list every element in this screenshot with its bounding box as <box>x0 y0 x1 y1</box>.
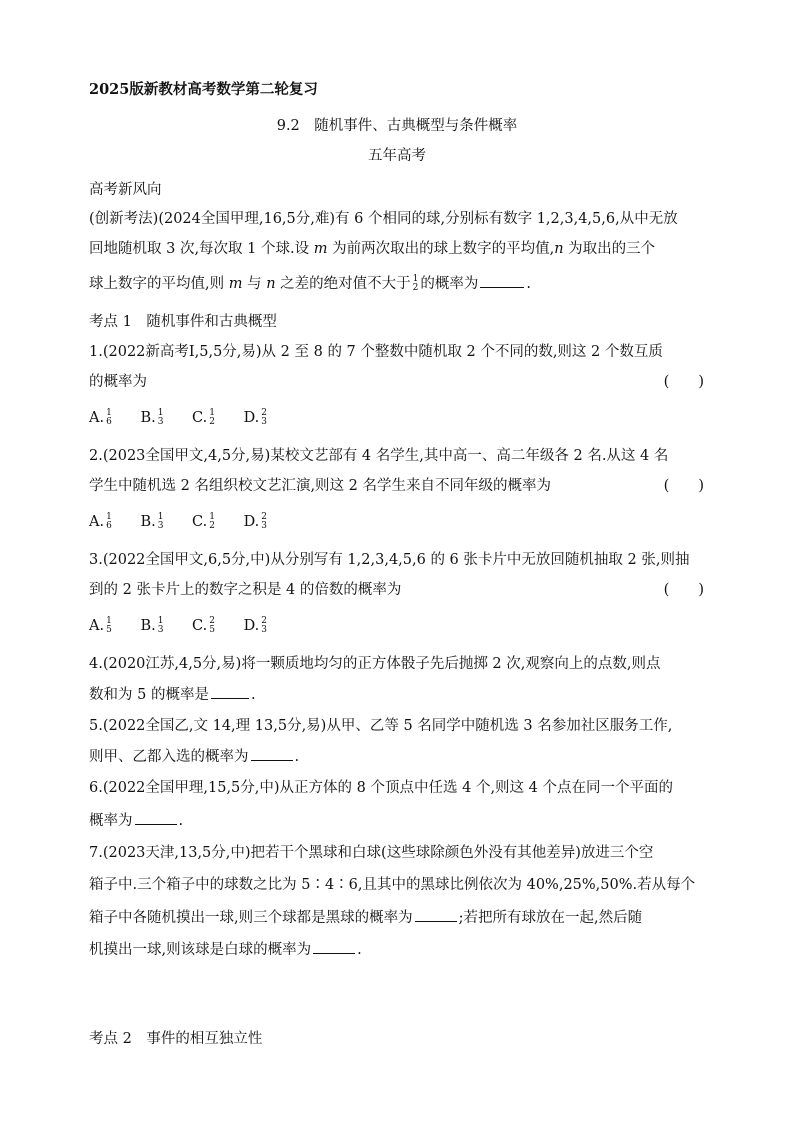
question-line: 3.(2022全国甲文,6,5分,中)从分别写有 1,2,3,4,5,6 的 6 张卡片中无放回随机抽取 2 张,则抽 <box>89 552 690 568</box>
fraction: 2 3 <box>261 408 268 427</box>
text-segment: 回地随机取 3 次,每次取 1 个球.设 <box>89 241 314 257</box>
book-title: 2025版新教材高考数学第二轮复习 <box>89 81 318 98</box>
options-row <box>89 408 704 428</box>
text-segment: 学生中随机选 2 名组织校文艺汇演,则这 2 名学生来自不同年级的概率为 <box>89 478 551 494</box>
options-row <box>89 512 704 532</box>
question-line: 6.(2022全国甲理,15,5分,中)从正方体的 8 个顶点中任选 4 个,则这 4 个点在同一个平面的 <box>89 780 673 796</box>
fraction: 2 5 <box>209 616 215 635</box>
fraction <box>413 275 419 293</box>
question-line: 4.(2020江苏,4,5分,易)将一颗质地均匀的正方体骰子先后抛掷 2 次,观察向上的点数,则点 <box>89 656 661 672</box>
question-line <box>89 580 704 600</box>
answer-blank[interactable] <box>211 684 249 699</box>
text-segment: 之差的绝对值不大于 <box>275 276 411 292</box>
option-d[interactable]: D. 2 3 <box>243 408 268 427</box>
option-b[interactable]: B. 1 3 <box>140 408 164 427</box>
question-line <box>89 810 704 830</box>
answer-blank[interactable] <box>313 939 355 954</box>
option-d[interactable]: D. 2 3 <box>243 616 268 635</box>
answer-blank[interactable] <box>480 273 524 288</box>
section-subtitle: 五年高考 <box>368 148 426 164</box>
text-segment: 概率为 <box>89 813 133 829</box>
section-title: 9.2 随机事件、古典概型与条件概率 <box>276 118 518 134</box>
option-c[interactable]: C. 1 2 <box>192 408 215 427</box>
fraction: 1 6 <box>106 512 112 531</box>
question-line: 1.(2022新高考Ⅰ,5,5分,易)从 2 至 8 的 7 个整数中随机取 2 个不同的数,则这 2 个数互质 <box>89 344 663 360</box>
question-line <box>89 476 704 496</box>
answer-blank[interactable] <box>251 746 293 761</box>
option-d[interactable]: D. 2 3 <box>243 512 268 531</box>
answer-parentheses[interactable]: ( ) <box>663 582 704 598</box>
text-segment: 为取出的三个 <box>563 241 656 257</box>
answer-parentheses[interactable]: ( ) <box>663 478 704 494</box>
text-segment: 与 <box>242 276 267 292</box>
question-line <box>89 684 704 704</box>
text-segment: 为前两次取出的球上数字的平均值, <box>327 241 555 257</box>
new-trend-heading: 高考新风向 <box>89 182 162 198</box>
text-segment: 箱子中各随机摸出一球,则三个球都是黑球的概率为 <box>89 910 413 926</box>
answer-parentheses[interactable]: ( ) <box>663 374 704 390</box>
option-a[interactable]: A. 1 5 <box>89 616 112 635</box>
text-segment: . <box>250 687 256 703</box>
text-segment: 的概率为 <box>420 276 479 292</box>
option-c[interactable]: C. 2 5 <box>192 616 215 635</box>
fraction-numerator: 1 <box>412 274 419 284</box>
question-line: 2.(2023全国甲文,4,5分,易)某校文艺部有 4 名学生,其中高一、高二年级各 2 名.从这 4 名 <box>89 448 669 464</box>
fraction: 2 3 <box>261 512 268 531</box>
fraction: 1 3 <box>157 616 164 635</box>
text-segment: . <box>294 749 300 765</box>
question-line <box>89 907 704 927</box>
option-b[interactable]: B. 1 3 <box>140 616 164 635</box>
fraction: 1 3 <box>157 408 164 427</box>
options-row <box>89 616 704 636</box>
text-segment: . <box>526 276 531 292</box>
question-line <box>89 372 704 392</box>
option-c[interactable]: C. 1 2 <box>192 512 215 531</box>
option-a[interactable]: A. 1 6 <box>89 512 112 531</box>
question-line <box>89 239 704 259</box>
fraction: 2 3 <box>261 616 268 635</box>
question-line <box>89 273 704 293</box>
text-segment: 则甲、乙都入选的概率为 <box>89 749 249 765</box>
question-line <box>89 746 704 766</box>
text-segment: 的概率为 <box>89 374 147 390</box>
variable-n: n <box>266 276 276 292</box>
topic-1-heading: 考点 1 随机事件和古典概型 <box>89 314 277 330</box>
variable-m: m <box>313 241 328 257</box>
fraction: 1 6 <box>106 408 112 427</box>
option-b[interactable]: B. 1 3 <box>140 512 164 531</box>
text-segment: 到的 2 张卡片上的数字之积是 4 的倍数的概率为 <box>89 582 402 598</box>
text-segment: . <box>178 813 184 829</box>
text-segment: 数和为 5 的概率是 <box>89 687 209 703</box>
fraction: 1 3 <box>157 512 164 531</box>
question-line: 箱子中.三个箱子中的球数之比为 5∶4∶6,且其中的黑球比例依次为 40%,25%,50%.若从每个 <box>89 877 696 893</box>
text-segment: 球上数字的平均值,则 <box>89 276 229 292</box>
question-line: 7.(2023天津,13,5分,中)把若干个黑球和白球(这些球除颜色外没有其他差异)放进三个空 <box>89 845 654 861</box>
question-line: 5.(2022全国乙,文 14,理 13,5分,易)从甲、乙等 5 名同学中随机选 3 名参加社区服务工作, <box>89 718 673 734</box>
fraction: 1 5 <box>106 616 112 635</box>
question-line <box>89 939 704 959</box>
variable-n: n <box>554 241 564 257</box>
fraction-denominator: 2 <box>412 283 419 293</box>
answer-blank[interactable] <box>135 810 177 825</box>
text-segment: 机摸出一球,则该球是白球的概率为 <box>89 942 312 958</box>
topic-2-heading: 考点 2 事件的相互独立性 <box>89 1031 263 1047</box>
variable-m: m <box>228 276 243 292</box>
question-line: (创新考法)(2024全国甲理,16,5分,难)有 6 个相同的球,分别标有数字 1,2,3,4,5,6,从中无放 <box>89 211 678 227</box>
fraction: 1 2 <box>209 408 215 427</box>
option-a[interactable]: A. 1 6 <box>89 408 112 427</box>
answer-blank[interactable] <box>415 907 457 922</box>
text-segment: ;若把所有球放在一起,然后随 <box>458 910 643 926</box>
fraction: 1 2 <box>209 512 215 531</box>
text-segment: . <box>357 942 362 958</box>
